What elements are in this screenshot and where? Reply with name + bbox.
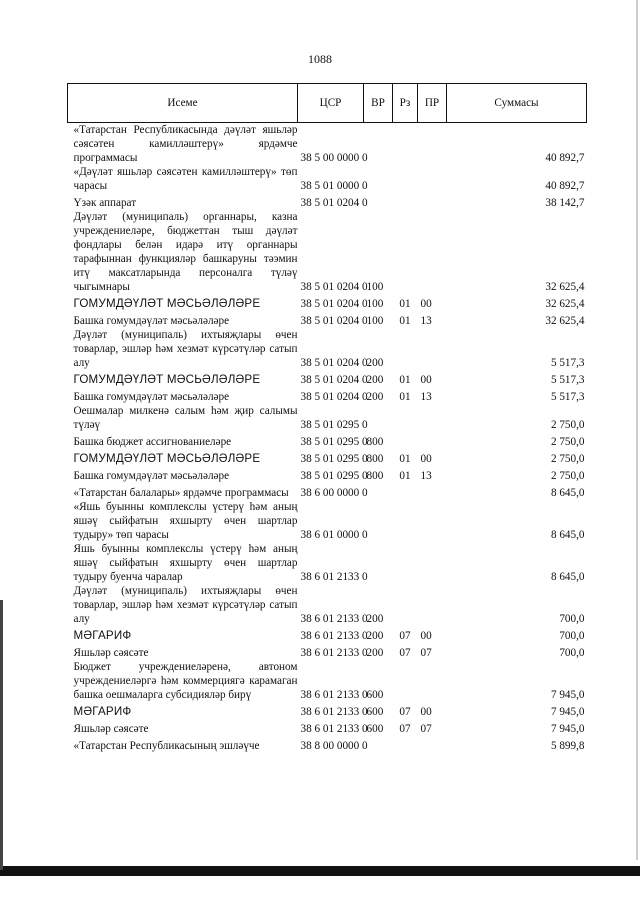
cell-rz — [393, 432, 418, 449]
cell-pr — [418, 500, 447, 542]
table-row — [68, 500, 587, 542]
cell-rz: 01 — [399, 470, 411, 482]
cell-name: Яшьләр сәясәте — [73, 647, 149, 659]
cell-rz — [393, 193, 418, 210]
cell-vr: 100 — [366, 315, 384, 327]
cell-rz: 01 — [399, 374, 411, 386]
table-header — [68, 84, 587, 123]
cell-name: Бюджет учреждениеләренә, автоном учреждениеләргә һәм коммерциягә карамаган башка оешмаларга субсидияләр бирү — [73, 661, 298, 701]
cell-vr: 200 — [366, 647, 384, 659]
cell-csr: 38 5 01 0204 0 — [300, 197, 368, 209]
cell-name: ГОМУМДӘҮЛӘТ МӘСЬӘЛӘЛӘРЕ — [73, 297, 261, 310]
table-row — [68, 387, 587, 404]
cell-vr: 100 — [366, 281, 384, 293]
cell-vr: 200 — [366, 613, 384, 625]
cell-csr: 38 6 01 2133 0 — [300, 647, 368, 659]
cell-vr: 600 — [366, 723, 384, 735]
cell-name: Башка бюджет ассигнованиеләре — [73, 436, 232, 448]
cell-sum: 32 625,4 — [545, 315, 585, 327]
table-row — [68, 483, 587, 500]
cell-rz — [393, 483, 418, 500]
cell-rz — [393, 404, 418, 432]
table-row — [68, 193, 587, 210]
cell-pr — [418, 328, 447, 370]
cell-csr: 38 5 01 0204 0 — [300, 315, 368, 327]
table-row — [68, 370, 587, 387]
cell-csr: 38 6 01 2133 0 — [300, 723, 368, 735]
table-row — [68, 702, 587, 719]
cell-sum: 8 645,0 — [550, 529, 585, 541]
cell-csr: 38 6 01 0000 0 — [300, 529, 368, 541]
cell-sum: 40 892,7 — [545, 180, 585, 192]
table-row — [68, 123, 587, 166]
cell-rz: 01 — [399, 453, 411, 465]
cell-csr: 38 8 00 0000 0 — [300, 740, 368, 752]
cell-csr: 38 6 01 2133 0 — [300, 630, 368, 642]
cell-sum: 2 750,0 — [550, 470, 585, 482]
cell-sum: 40 892,7 — [545, 152, 585, 164]
cell-rz: 01 — [399, 315, 411, 327]
cell-name: Яшьләр сәясәте — [73, 723, 149, 735]
cell-vr: 200 — [366, 391, 384, 403]
cell-name: Оешмалар милкенә салым һәм җир салымы түләү — [73, 405, 298, 431]
cell-name: ГОМУМДӘҮЛӘТ МӘСЬӘЛӘЛӘРЕ — [73, 373, 261, 386]
cell-pr — [418, 165, 447, 193]
table-row — [68, 626, 587, 643]
table-row — [68, 294, 587, 311]
cell-csr: 38 5 01 0295 0 — [300, 436, 368, 448]
table-row — [68, 328, 587, 370]
table-row — [68, 542, 587, 584]
header-sum: Суммасы — [447, 84, 587, 123]
cell-pr: 00 — [420, 453, 432, 465]
cell-csr: 38 6 01 2133 0 — [300, 613, 368, 625]
cell-csr: 38 5 01 0204 0 — [300, 298, 368, 310]
cell-sum: 5 899,8 — [550, 740, 585, 752]
header-pr: ПР — [418, 84, 447, 123]
cell-csr: 38 6 01 2133 0 — [300, 689, 368, 701]
cell-csr: 38 5 01 0204 0 — [300, 281, 368, 293]
cell-sum: 700,0 — [559, 630, 585, 642]
cell-vr: 600 — [366, 689, 384, 701]
cell-csr: 38 5 01 0295 0 — [300, 470, 368, 482]
table-row — [68, 449, 587, 466]
cell-vr: 800 — [366, 436, 384, 448]
cell-vr: 600 — [366, 706, 384, 718]
cell-name: Дәүләт (муниципаль) ихтыяҗлары өчен товарлар, эшләр һәм хезмәт күрсәтүләр сатып алу — [73, 585, 298, 625]
cell-pr: 13 — [420, 315, 432, 327]
cell-name: «Татарстан Республикасында дәүләт яшьләр сәясәтен камилләштерү» ярдәмче программасы — [73, 124, 298, 164]
scan-left-edge — [0, 600, 3, 870]
cell-sum: 7 945,0 — [550, 689, 585, 701]
cell-pr — [418, 736, 447, 753]
cell-rz — [393, 500, 418, 542]
cell-pr: 00 — [420, 706, 432, 718]
cell-rz — [393, 328, 418, 370]
cell-name: Башка гомумдәүләт мәсьәләләре — [73, 391, 230, 403]
table-row — [68, 643, 587, 660]
cell-rz: 07 — [399, 723, 411, 735]
cell-rz — [393, 584, 418, 626]
cell-rz — [393, 165, 418, 193]
cell-rz: 07 — [399, 706, 411, 718]
cell-name: Башка гомумдәүләт мәсьәләләре — [73, 315, 230, 327]
cell-pr — [418, 193, 447, 210]
cell-pr — [418, 123, 447, 166]
cell-sum: 7 945,0 — [550, 723, 585, 735]
table-row — [68, 584, 587, 626]
cell-pr — [418, 432, 447, 449]
cell-sum: 8 645,0 — [550, 571, 585, 583]
cell-rz: 01 — [399, 298, 411, 310]
header-vr: ВР — [364, 84, 393, 123]
cell-sum: 700,0 — [559, 647, 585, 659]
cell-name: Үзәк аппарат — [73, 197, 137, 209]
cell-csr: 38 5 00 0000 0 — [300, 152, 368, 164]
cell-sum: 7 945,0 — [550, 706, 585, 718]
cell-rz: 07 — [399, 647, 411, 659]
cell-pr — [418, 660, 447, 702]
cell-rz — [393, 123, 418, 166]
cell-csr: 38 5 01 0204 0 — [300, 357, 368, 369]
cell-name: «Татарстан балалары» ярдәмче программасы — [73, 487, 289, 499]
cell-rz — [393, 660, 418, 702]
cell-sum: 2 750,0 — [550, 419, 585, 431]
cell-rz: 07 — [399, 630, 411, 642]
cell-pr: 13 — [420, 470, 432, 482]
cell-pr: 00 — [420, 298, 432, 310]
header-rz: Рз — [393, 84, 418, 123]
cell-pr: 13 — [420, 391, 432, 403]
cell-sum: 32 625,4 — [545, 281, 585, 293]
cell-pr: 07 — [420, 647, 432, 659]
cell-name: МӘГАРИФ — [73, 629, 132, 642]
cell-name: Яшь буынны комплекслы үстерү һәм аның яшәү сыйфатын яхшырту өчен шартлар тудыру буенча чаралар — [73, 543, 298, 583]
cell-rz — [393, 210, 418, 294]
cell-csr: 38 5 01 0204 0 — [300, 391, 368, 403]
header-csr: ЦСР — [298, 84, 364, 123]
table-row — [68, 466, 587, 483]
cell-sum: 5 517,3 — [550, 357, 585, 369]
cell-pr: 00 — [420, 374, 432, 386]
cell-rz — [393, 736, 418, 753]
table-row — [68, 432, 587, 449]
cell-vr: 800 — [366, 470, 384, 482]
cell-name: МӘГАРИФ — [73, 705, 132, 718]
budget-table — [67, 83, 587, 753]
table-row — [68, 210, 587, 294]
cell-rz — [393, 542, 418, 584]
cell-name: Башка гомумдәүләт мәсьәләләре — [73, 470, 230, 482]
cell-name: Дәүләт (муниципаль) органнары, казна учреждениеләре, бюджеттан тыш дәүләт фондлары белән идарә итү органнары тарафыннан функцияләр башкаруны тәэмин итү максатларында персоналга түләү чыгымнары — [73, 211, 298, 293]
cell-name: ГОМУМДӘҮЛӘТ МӘСЬӘЛӘЛӘРЕ — [73, 452, 261, 465]
cell-pr — [418, 483, 447, 500]
cell-sum: 700,0 — [559, 613, 585, 625]
cell-csr: 38 6 00 0000 0 — [300, 487, 368, 499]
cell-pr — [418, 584, 447, 626]
cell-sum: 8 645,0 — [550, 487, 585, 499]
cell-sum: 38 142,7 — [545, 197, 585, 209]
cell-pr — [418, 542, 447, 584]
cell-pr: 07 — [420, 723, 432, 735]
cell-vr: 200 — [366, 357, 384, 369]
cell-csr: 38 5 01 0295 0 — [300, 419, 368, 431]
cell-csr: 38 6 01 2133 0 — [300, 571, 368, 583]
cell-name: «Дәүләт яшьләр сәясәтен камилләштерү» төп чарасы — [73, 166, 298, 192]
cell-sum: 2 750,0 — [550, 453, 585, 465]
cell-rz: 01 — [399, 391, 411, 403]
cell-sum: 5 517,3 — [550, 374, 585, 386]
cell-csr: 38 6 01 2133 0 — [300, 706, 368, 718]
table-body — [68, 123, 587, 754]
scan-right-edge — [636, 0, 638, 860]
cell-pr: 00 — [420, 630, 432, 642]
cell-name: «Яшь буынны комплекслы үстерү һәм аның яшәү сыйфатын яхшырту өчен шартлар тудыру» төп чарасы — [73, 501, 298, 541]
cell-name: «Татарстан Республикасының эшләүче — [73, 740, 260, 752]
cell-pr — [418, 404, 447, 432]
cell-pr — [418, 210, 447, 294]
cell-csr: 38 5 01 0204 0 — [300, 374, 368, 386]
table-row — [68, 404, 587, 432]
cell-vr: 200 — [366, 630, 384, 642]
table-row — [68, 165, 587, 193]
cell-vr: 100 — [366, 298, 384, 310]
scan-bottom-band — [0, 866, 640, 876]
page-number: 1088 — [308, 52, 332, 66]
cell-sum: 2 750,0 — [550, 436, 585, 448]
table-row — [68, 719, 587, 736]
cell-name: Дәүләт (муниципаль) ихтыяҗлары өчен товарлар, эшләр һәм хезмәт күрсәтүләр сатып алу — [73, 329, 298, 369]
cell-vr: 200 — [366, 374, 384, 386]
cell-sum: 5 517,3 — [550, 391, 585, 403]
cell-csr: 38 5 01 0000 0 — [300, 180, 368, 192]
table-row — [68, 736, 587, 753]
header-name: Исеме — [68, 84, 298, 123]
cell-csr: 38 5 01 0295 0 — [300, 453, 368, 465]
cell-vr: 800 — [366, 453, 384, 465]
table-row — [68, 660, 587, 702]
cell-sum: 32 625,4 — [545, 298, 585, 310]
table-row — [68, 311, 587, 328]
